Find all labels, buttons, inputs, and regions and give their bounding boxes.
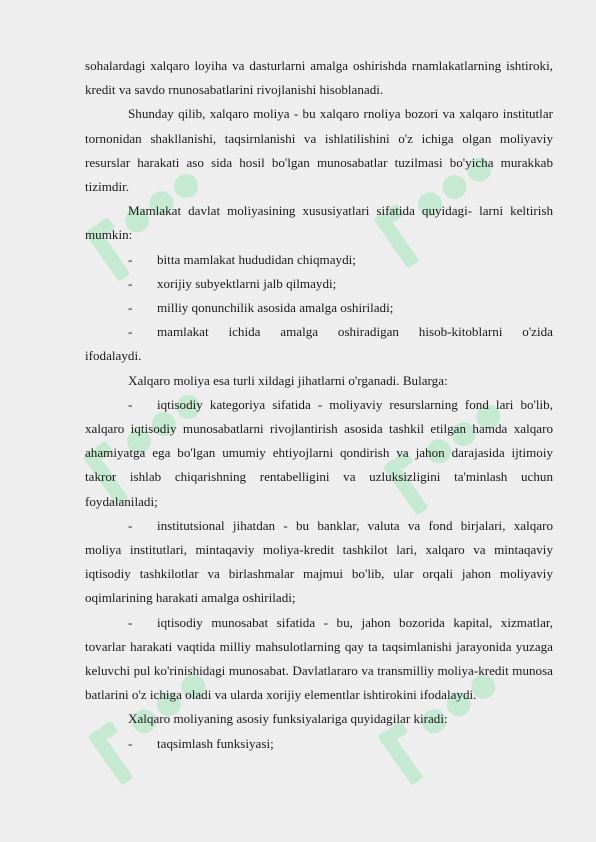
list-item: [85, 248, 553, 272]
list-item-continuation: moliya institutlari, mintaqaviy moliya-kredit tashkilot lari, xalqaro va mintaqaviy iqtisodiy tashkilotlar va birlashmalar majmui bo'lib, ular orqali jahon moliyaviy oqimlarining harakati amalga oshiriladi;: [85, 542, 553, 606]
list-item-text: xorijiy subyektlarni jalb qilmaydi;: [157, 275, 337, 291]
document-body: [85, 54, 553, 756]
list-item: [85, 611, 553, 635]
list-dash: -: [128, 251, 133, 267]
paragraph: Shunday qilib, xalqaro moliya - bu xalqaro rnoliya bozori va xalqaro institutlar tornonidan shakllanishi, taqsirnlanishi va ishlatilishini o'z ichiga olgan moliyaviy resurslar harakati aso sida hosil bo'lgan munosabatlar tuzilmasi bo'yicha murakkab tizimdir.: [85, 106, 553, 195]
list-item-text: iqtisodiy munosabat sifatida - bu, jahon bozorida kapital, xizmatlar,: [157, 614, 553, 630]
list-item-text: institutsional jihatdan - bu banklar, valuta va fond birjalari, xalqaro: [157, 517, 553, 533]
list-item: [85, 320, 553, 344]
list-item-continuation: tovarlar harakati vaqtida milliy mahsulotlarning qay ta taqsimlanishi jarayonida yuzaga keluvchi pul ko'rinishidagi munosabat. Davlatlararo va transmilliy moliya-kredit munosa batlarini o'z ichiga oladi va ularda xorijiy elementlar ishtirokini ifodalaydi.: [85, 638, 553, 703]
list-item-text: bitta mamlakat hududidan chiqmaydi;: [157, 251, 356, 267]
paragraph: sohalardagi xalqaro loyiha va dasturlarni amalga oshirishda rnamlakatlarning ishtiroki, kredit va savdo rnunosabatlarini rivojlanishi hisoblanadi.: [85, 58, 553, 98]
paragraph: Xalqaro moliyaning asosiy funksiyalariga quyidagilar kiradi:: [128, 711, 448, 727]
list-dash: -: [128, 735, 133, 751]
list-dash: -: [128, 300, 133, 316]
list-dash: -: [128, 275, 133, 291]
list-item: [85, 272, 553, 296]
list-item-text: milliy qonunchilik asosida amalga oshiriladi;: [157, 300, 394, 316]
paragraph: Mamlakat davlat moliyasining xususiyatlari sifatida quyidagi- larni keltirish mumkin:: [85, 203, 553, 243]
list-item: [85, 732, 553, 756]
list-dash: -: [128, 517, 133, 533]
list-dash: -: [128, 614, 133, 630]
list-item: [85, 296, 553, 320]
list-item-continuation: xalqaro iqtisodiy munosabatlarni rivojlantirish asosida tashkil etilgan hamda xalqaro ahamiyatga ega bo'lgan umumiy ehtiyojlarni qondirish va jahon darajasida ijtimoiy takror ishlab chiqarishning rentabelligini va uzluksizligini ta'minlash uchun foydalaniladi;: [85, 421, 553, 509]
list-item-text: taqsimlash funksiyasi;: [157, 735, 274, 751]
list-dash: -: [128, 324, 133, 340]
paragraph: Xalqaro moliya esa turli xildagi jihatlarni o'rganadi. Bularga:: [128, 372, 448, 388]
list-item: [85, 514, 553, 538]
list-item-text: mamlakat ichida amalga oshiradigan hisob-kitoblarni o'zida: [157, 324, 553, 340]
list-item-continuation: ifodalaydi.: [85, 348, 142, 364]
list-dash: -: [128, 396, 133, 412]
list-item: [85, 393, 553, 417]
list-item-text: iqtisodiy kategoriya sifatida - moliyaviy resurslarning fond lari bo'lib,: [157, 396, 553, 412]
